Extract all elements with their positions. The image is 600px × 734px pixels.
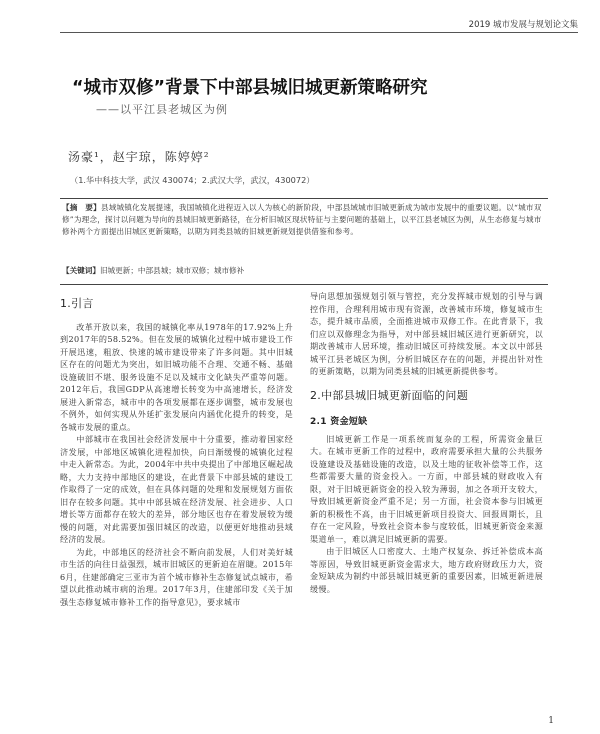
paragraph: 改革开放以来，我国的城镇化率从1978年的17.92%上升到2017年的58.52%。但在发展的城镇化过程中城市建设工作开展迅速，粗放、快速的城市建设带来了许多问题。其中旧城区存在的问题尤为突出，如旧城功能不合理、交通不畅、基础设施破旧不堪、服务设施不足以及城市文化缺失严重等问题。2012年后，我国GDP从高速增长转变为中高速增长，经济发展进入新常态，城市中的各项发展都在逐步调整，城市发展也不例外，如何实现从外延扩张发展向内涵优化提升的转变，是各城市发展的重点。 (60, 321, 293, 432)
keywords-body: 旧城更新；中部县城；城市双修；城市修补 (99, 266, 245, 275)
paper-title: “城市双修”背景下中部县城旧城更新策略研究 (72, 78, 428, 98)
affiliation: （1.华中科技大学，武汉 430074；2.武汉大学，武汉，430072） (70, 175, 315, 185)
paragraph: 导向思想加强规划引领与管控，充分发挥城市规划的引导与调控作用，合理利用城市现有资源，改善城市环境，修复城市生态，提升城市品质，全面推进城市双修工作。在此背景下，我们应以双修理念为指导，对中部县城旧城区进行更新研究，以期改善城市人居环境，推动旧城区可持续发展。本文以中部县城平江县老城区为例，分析旧城区存在的问题，并提出针对性的更新策略，以期为同类县城的旧城更新提供参考。 (310, 291, 543, 376)
abstract (62, 202, 546, 239)
section-heading-problems: 2.中部县城旧城更新面临的问题 (310, 388, 468, 402)
page-number: 1 (548, 716, 554, 726)
paragraph: 由于旧城区人口密度大、土地产权复杂、拆迁补偿成本高等原因，导致旧城更新资金需求大，地方政府财政压力大，资金短缺成为制约中部县城旧城更新的重要因素，旧城更新进展缓慢。 (310, 546, 543, 594)
authors: 汤豪¹，赵宇琼，陈婷婷² (68, 150, 210, 164)
left-column (60, 290, 293, 608)
abstract-label: 【摘 要】 (62, 203, 101, 212)
abstract-body: 县域城镇化发展提速，我国城镇化进程迈入以人为核心的新阶段，中部县域城市旧城更新成为城市发展中的重要议题。以“城市双修”为理念，探讨以问题为导向的县城旧城更新路径，在分析旧城区现状特征与主要问题的基础上，以平江县老城区为例，从生态修复与城市修补两个方面提出旧城区更新策略，以期为同类县城的旧城更新规划提供借鉴和参考。 (62, 203, 542, 237)
section-heading-intro: 1.引言 (60, 297, 94, 310)
subsection-heading-funding: 2.1 资金短缺 (310, 417, 368, 427)
paragraph: 为此，中部地区的经济社会不断向前发展，人们对美好城市生活的向往日益强烈，城市旧城区的更新迫在眉睫。2015年6月，住建部确定三亚市为首个城市修补生态修复试点城市，希望以此推动城市病的治理。2017年3月，住建部印发《关于加强生态修复城市修补工作的指导意见》，要求城市 (60, 546, 293, 607)
running-head: 2019 城市发展与规划论文集 (468, 20, 578, 30)
header-rule (60, 32, 578, 33)
paper-subtitle: ——以平江县老城区为例 (96, 103, 228, 116)
paragraph: 旧城更新工作是一项系统而复杂的工程，所需资金量巨大。在城市更新工作的过程中，政府需要承担大量的公共服务设施建设及基础设施的改造，以及土地的征收补偿等工作，这些都需要大量的资金投入。一方面，中部县城的财政收入有限，对于旧城更新资金的投入较为薄弱，加之各项开支较大，导致旧城更新资金严重不足；另一方面，社会资本参与旧城更新的积极性不高，由于旧城更新项目投资大、回报周期长，且存在一定风险，导致社会资本参与度较低，旧城更新资金来源渠道单一，难以满足旧城更新的需要。 (310, 433, 543, 544)
right-column (310, 290, 543, 595)
keywords-label: 【关键词】 (62, 266, 100, 275)
paragraph: 中部城市在我国社会经济发展中十分重要，推动着国家经济发展，中部地区城镇化进程加快，向日渐缓慢的城镇化过程中走入新常态。为此，2004年中共中央提出了中部地区崛起战略，大力支持中部地区的建设，在此背景下中部县城的建设工作取得了一定的成效，但在具体问题的处理和发展规划方面依旧存在较多问题。其中中部县城在经济发展、社会进步、人口增长等方面都存在较大的差异，部分地区也存在着发展较为缓慢的问题，对此需要加强旧城区的改造，以便更好地推动县域经济的发展。 (60, 434, 293, 544)
keywords (62, 265, 546, 276)
